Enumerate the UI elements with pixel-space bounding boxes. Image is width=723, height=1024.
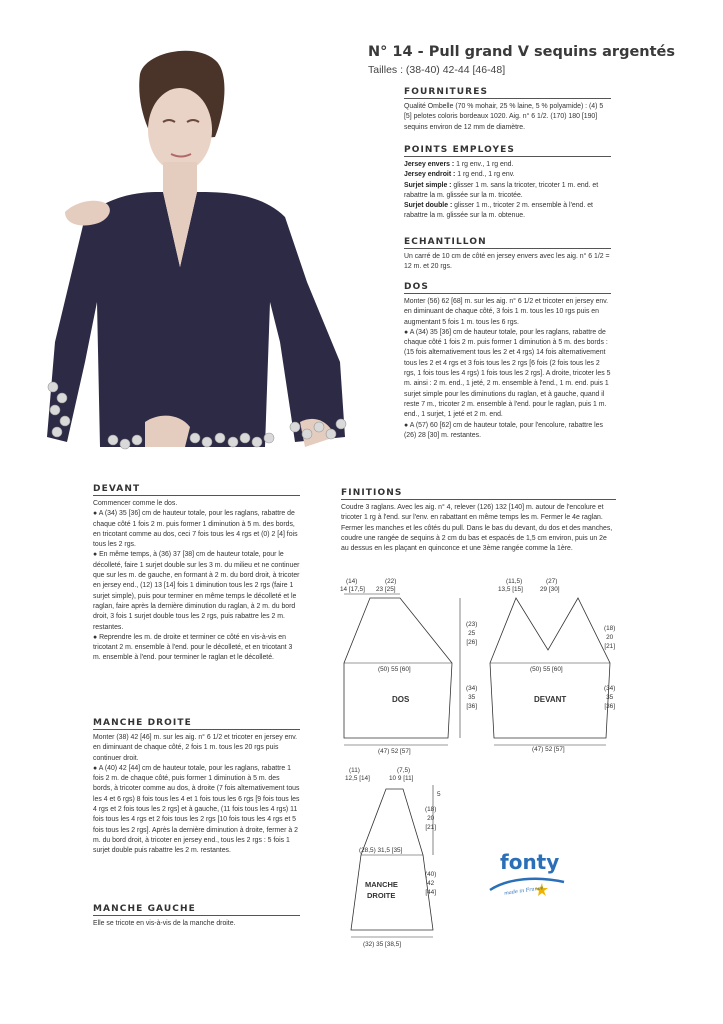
- dim-label: 10 9 [11]: [389, 775, 414, 782]
- dim-label: (27): [546, 578, 558, 585]
- piece-name: MANCHE: [365, 880, 398, 889]
- section-title: MANCHE DROITE: [93, 718, 300, 730]
- section-text: Commencer comme le dos. ● A (34) 35 [36] cm de hauteur totale, pour les raglans, rabattre de chaque côté 1 fois 2 m. puis former 1 diminution à 5 m. des bords, en tricotant comme au dos, ceci 7 fois tous les 4 rgs et (0) 2 [4] fois tous les 2 rgs. ● En même temps, à (36) 37 [38] cm de hauteur totale, pour le décolleté, faire 1 surjet double sur les 3 m. du milieu et ne continuer que sur les m. de gauche, en formant à 2 m. du bord droit, à tricoter en jersey end., (12) 13 [14] fois 1 diminution tous les 2 rgs (faire 1 surjet simple), puis pour terminer en même temps le décolleté et le raglan, faire après la dernière diminution du raglan, à 2 m. du bord droit, 3 fois 1 surjet double tous les 2 rgs, puis rabattre les 2 m. restantes. ● Reprendre les m. de droite et terminer ce côté en vis-à-vis en tricotant 2 m. ensemble à l'end. pour le décolleté, et en tricotant 3 m. ensemble à l'end. pour terminer le raglan et le décolleté.: [93, 500, 300, 662]
- dim-label: (34) 35 [36]: [466, 685, 478, 710]
- section-finitions: [341, 488, 616, 554]
- section-title: DEVANT: [93, 484, 300, 496]
- piece-name: DEVANT: [534, 695, 567, 704]
- dim-label: (23) 25 [26]: [466, 621, 478, 646]
- diagram-dos: [340, 578, 478, 755]
- dim-label: (34) 35 [36]: [604, 685, 616, 710]
- dim-label: 12,5 [14]: [345, 775, 370, 782]
- dim-label: 14 [17,5]: [340, 586, 365, 593]
- point-item: [404, 201, 611, 222]
- point-desc: 1 rg end., 1 rg env.: [455, 171, 515, 179]
- section-text: Elle se tricote en vis-à-vis de la manche droite.: [93, 920, 236, 927]
- pattern-title: N° 14 - Pull grand V sequins argentés: [368, 44, 676, 60]
- section-title: FINITIONS: [341, 488, 616, 500]
- diagram-manche: [341, 765, 451, 955]
- section-text: Qualité Ombelle (70 % mohair, 25 % laine, 5 % polyamide) : (4) 5 [5] pelotes coloris bordeaux 1020. Aig. n° 6 1/2. (170) 180 [190] sequins environ de 12 mm de diamètre.: [404, 103, 604, 131]
- dim-label: (7,5): [397, 767, 411, 774]
- dim-label: (50) 55 [60]: [530, 666, 563, 673]
- piece-name: DOS: [392, 695, 410, 704]
- piece-name: DROITE: [367, 891, 396, 900]
- section-title: FOURNITURES: [404, 87, 611, 99]
- pattern-sizes: Tailles : (38-40) 42-44 [46-48]: [368, 64, 506, 76]
- dim-label: (47) 52 [57]: [532, 746, 565, 753]
- point-item: [404, 170, 611, 180]
- point-item: [404, 160, 611, 170]
- section-text: Monter (38) 42 [46] m. sur les aig. n° 6 1/2 et tricoter en jersey env. en diminuant de chaque côté, 2 fois 1 m. tous les 20 rgs puis continuer droit. ● A (40) 42 [44] cm de hauteur totale, pour les raglans, rabattre 1 fois 2 m. de chaque côté, puis former 1 diminution à 5 m. des bords, à tricoter comme au dos, à droite (7 fois alternativement tous les 4 et 6 rgs) 8 fois tous les 4 et 1 fois tous les 6 rgs [9 fois tous les 4 rgs et 2 fois tous les 2 rgs] et à gauche, (11 fois tous les 4 rgs) 11 fois tous les 4 rgs et 2 fois tous les 2 rgs [10 fois tous les 4 rgs et 5 fois tous les 2 rgs]. Après la dernière diminution à droite, fermer à 2 m. du bord droit, à tricoter en jersey end., tous les 2 rgs : 5 fois 1 surjet double puis rabattre les 2 m. restantes.: [93, 734, 300, 855]
- dim-label: 23 [25]: [376, 586, 396, 593]
- section-text: Un carré de 10 cm de côté en jersey envers avec les aig. n° 6 1/2 = 12 m. et 20 rgs.: [404, 253, 610, 271]
- section-title: POINTS EMPLOYES: [404, 145, 611, 157]
- section-title: DOS: [404, 282, 611, 294]
- section-points: [404, 145, 611, 222]
- section-dos: [404, 282, 611, 441]
- point-desc: 1 rg env., 1 rg end.: [454, 161, 514, 168]
- point-term: Surjet double :: [404, 202, 453, 210]
- section-echantillon: [404, 237, 611, 273]
- fonty-logo: [488, 848, 568, 913]
- manche-schematic: [341, 765, 451, 955]
- point-term: Surjet simple :: [404, 181, 452, 189]
- dim-label: (11): [349, 767, 360, 774]
- dim-label: (47) 52 [57]: [378, 748, 411, 755]
- dim-label: (40) 42 [44]: [425, 871, 437, 896]
- point-term: Jersey endroit :: [404, 171, 456, 179]
- logo-tagline: made in France: [503, 885, 544, 897]
- diagram-devant: [486, 578, 616, 753]
- point-desc: glisser 1 m., tricoter 2 m. ensemble à l'end. et rabattre la m. glissée sur la m. obtenue.: [404, 202, 593, 220]
- dim-label: 13,5 [15]: [498, 586, 523, 593]
- section-text: Coudre 3 raglans. Avec les aig. n° 4, relever (126) 132 [140] m. autour de l'encolure et tricoter 1 rg à l'end. sur l'env. en rabattant en même temps les m. Fermer le 4e raglan. Fermer les manches et les côtés du pull. Dans le bas du devant, du dos et des manches, coudre une rangée de sequins à 2 cm du bas et espacés de 1,5 cm environ, puis un 2e au dessus en les plaçant en quinconce et une 3ème rangée comme la 1ère.: [341, 504, 613, 553]
- section-text: Monter (56) 62 [68] m. sur les aig. n° 6 1/2 et tricoter en jersey env. en diminuant de chaque côté, 3 fois 1 m. tous les 10 rgs puis en augmentant 5 fois 1 m. tous les 6 rgs. ● A (34) 35 [36] cm de hauteur totale, pour les raglans, rabattre de chaque côté 1 fois 2 m. puis former 1 diminution à 5 m. des bords : (15 fois alternativement tous les 2 et 4 rgs) 14 fois alternativement tous les 2 et 4 rgs et 3 fois tous les 2 rgs [6 fois (2 fois tous les 2 rgs, 1 fois tous les 4 rgs) 1 fois tous les 2 rgs]. A droite, tricoter les 5 m. ainsi : 2 m. end., 1 jeté, 2 m. ensemble à l'end., 1 m. end. puis 1 surjet simple pour les diminutions du raglan, et à gauche, quand il reste 7 m., tricoter 2 m. ensemble à l'end. pour le raglan, puis 1 m. end., 1 surjet, 1 jeté et 2 m. end. ● A (57) 60 [62] cm de hauteur totale, pour l'encolure, rabattre les (26) 28 [30] m. restantes.: [404, 298, 611, 439]
- section-fournitures: [404, 87, 611, 133]
- point-desc: glisser 1 m. sans la tricoter, tricoter 1 m. end. et rabattre la m. glissée sur la m. tricotée.: [404, 181, 599, 199]
- section-manche-droite: [93, 718, 300, 857]
- model-sweater-illustration: [45, 42, 355, 450]
- product-photo: [45, 42, 355, 450]
- dim-label: (22): [385, 578, 397, 585]
- dim-label: (28,5) 31,5 [35]: [359, 847, 403, 854]
- dim-label: (50) 55 [60]: [378, 666, 411, 673]
- point-item: [404, 181, 611, 202]
- point-term: Jersey envers :: [404, 161, 455, 168]
- section-title: ECHANTILLON: [404, 237, 611, 249]
- logo-brand: fonty: [500, 850, 560, 874]
- dim-label: (14): [346, 578, 358, 585]
- section-devant: [93, 484, 300, 664]
- section-manche-gauche: [93, 904, 300, 929]
- dim-label: 5: [437, 791, 441, 798]
- dim-label: (18) 20 [21]: [425, 806, 437, 831]
- dim-label: (18) 20 [21]: [604, 625, 616, 650]
- section-title: MANCHE GAUCHE: [93, 904, 300, 916]
- dim-label: (11,5): [506, 578, 523, 585]
- dim-label: (32) 35 [38,5]: [363, 941, 402, 948]
- dim-label: 29 [30]: [540, 586, 560, 593]
